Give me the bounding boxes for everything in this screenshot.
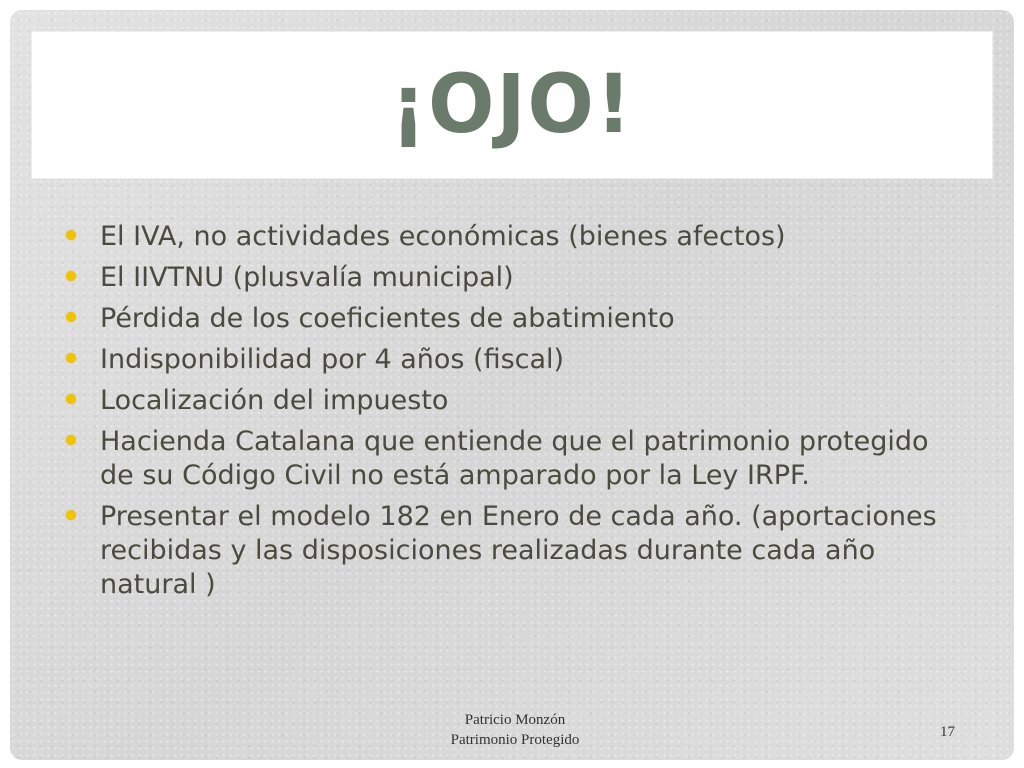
bullet-item: [60, 302, 960, 336]
bullet-text: Indisponibilidad por 4 años (fiscal): [100, 344, 565, 375]
bullet-text: El IIVTNU (plusvalía municipal): [100, 262, 514, 293]
footer: [410, 710, 620, 750]
slide-title: ¡OJO!: [390, 58, 634, 152]
footer-author: Patricio Monzón: [464, 712, 566, 728]
slide: [10, 10, 1014, 760]
bullet-text: Presentar el modelo 182 en Enero de cada año. (aportaciones recibidas y las disposiciones realizadas durante cada año natural ): [100, 501, 937, 600]
footer-subtitle: Patrimonio Protegido: [450, 732, 580, 748]
bullet-dot-icon: [66, 435, 76, 445]
bullet-item: [60, 500, 960, 602]
bullet-text: El IVA, no actividades económicas (bienes afectos): [100, 221, 786, 252]
bullet-dot-icon: [66, 394, 76, 404]
bullet-dot-icon: [66, 510, 76, 520]
bullet-item: [60, 343, 960, 377]
bullet-text: Pérdida de los coeficientes de abatimiento: [100, 303, 675, 334]
bullet-dot-icon: [66, 271, 76, 281]
bullet-item: [60, 261, 960, 295]
bullet-list: [60, 220, 960, 609]
page-number: 17: [940, 724, 955, 740]
bullet-item: [60, 220, 960, 254]
title-box: [32, 32, 992, 178]
bullet-text: Localización del impuesto: [100, 385, 449, 416]
bullet-dot-icon: [66, 230, 76, 240]
bullet-dot-icon: [66, 353, 76, 363]
bullet-item: [60, 384, 960, 418]
bullet-dot-icon: [66, 312, 76, 322]
bullet-item: [60, 425, 960, 493]
bullet-text: Hacienda Catalana que entiende que el patrimonio protegido de su Código Civil no está amparado por la Ley IRPF.: [100, 426, 929, 491]
